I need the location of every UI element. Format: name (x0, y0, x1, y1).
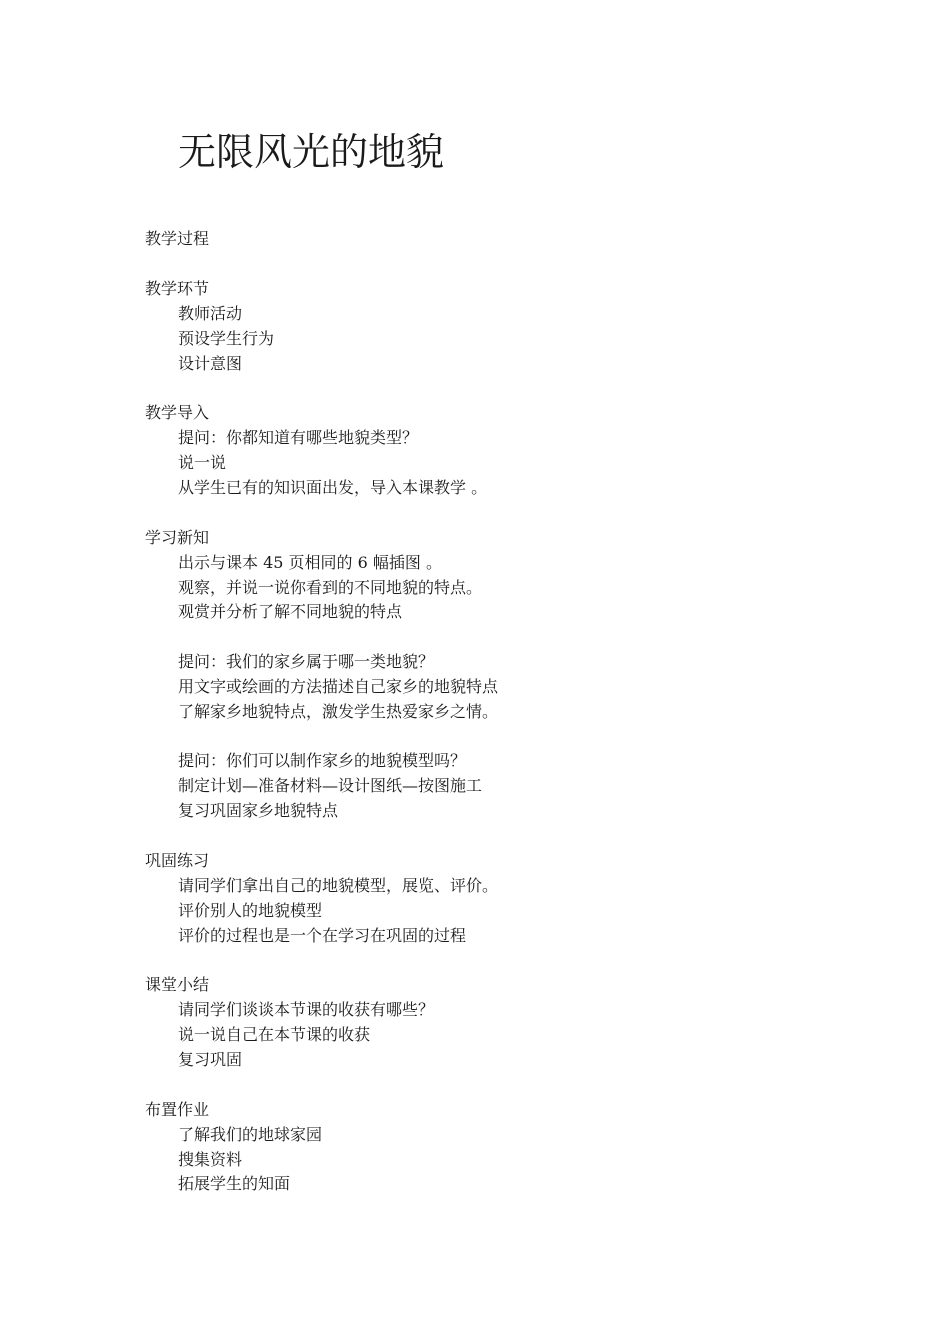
text-line: 教师活动 (178, 304, 243, 323)
text-line: 观察，并说一说你看到的不同地貌的特点。 (178, 578, 483, 597)
text-line: 拓展学生的知面 (178, 1174, 291, 1193)
text-line: 了解我们的地球家园 (178, 1125, 323, 1144)
text-line: 用文字或绘画的方法描述自己家乡的地貌特点 (178, 677, 499, 696)
text-line: 评价的过程也是一个在学习在巩固的过程 (178, 926, 467, 945)
text-line: 评价别人的地貌模型 (178, 901, 323, 920)
text-line: 从学生已有的知识面出发，导入本课教学 。 (178, 478, 488, 497)
document-title: 无限风光的地貌 (178, 130, 445, 174)
section-heading-new-knowledge: 学习新知 (145, 528, 210, 547)
text-line: 了解家乡地貌特点，激发学生热爱家乡之情。 (178, 702, 499, 721)
section-heading-teaching-process: 教学过程 (145, 229, 210, 248)
text-line: 搜集资料 (178, 1150, 243, 1169)
text-line: 提问：你们可以制作家乡的地貌模型吗？ (178, 751, 467, 770)
text-line: 设计意图 (178, 354, 243, 373)
text-line: 请同学们谈谈本节课的收获有哪些？ (178, 1000, 435, 1019)
section-heading-introduction: 教学导入 (145, 403, 210, 422)
text-line: 请同学们拿出自己的地貌模型，展览、评价。 (178, 876, 499, 895)
text-line: 制定计划—准备材料—设计图纸—按图施工 (178, 776, 483, 795)
text-line: 说一说 (178, 453, 227, 472)
text-line: 说一说自己在本节课的收获 (178, 1025, 371, 1044)
text-line: 提问：你都知道有哪些地貌类型？ (178, 428, 419, 447)
section-heading-teaching-stage: 教学环节 (145, 279, 210, 298)
section-heading-practice: 巩固练习 (145, 851, 210, 870)
text-line: 提问：我们的家乡属于哪一类地貌？ (178, 652, 435, 671)
text-line: 复习巩固 (178, 1050, 243, 1069)
section-heading-homework: 布置作业 (145, 1100, 210, 1119)
text-line: 出示与课本 45 页相同的 6 幅插图 。 (178, 553, 442, 572)
text-line: 复习巩固家乡地貌特点 (178, 801, 339, 820)
section-heading-summary: 课堂小结 (145, 975, 210, 994)
text-line: 观赏并分析了解不同地貌的特点 (178, 602, 403, 621)
text-line: 预设学生行为 (178, 329, 275, 348)
